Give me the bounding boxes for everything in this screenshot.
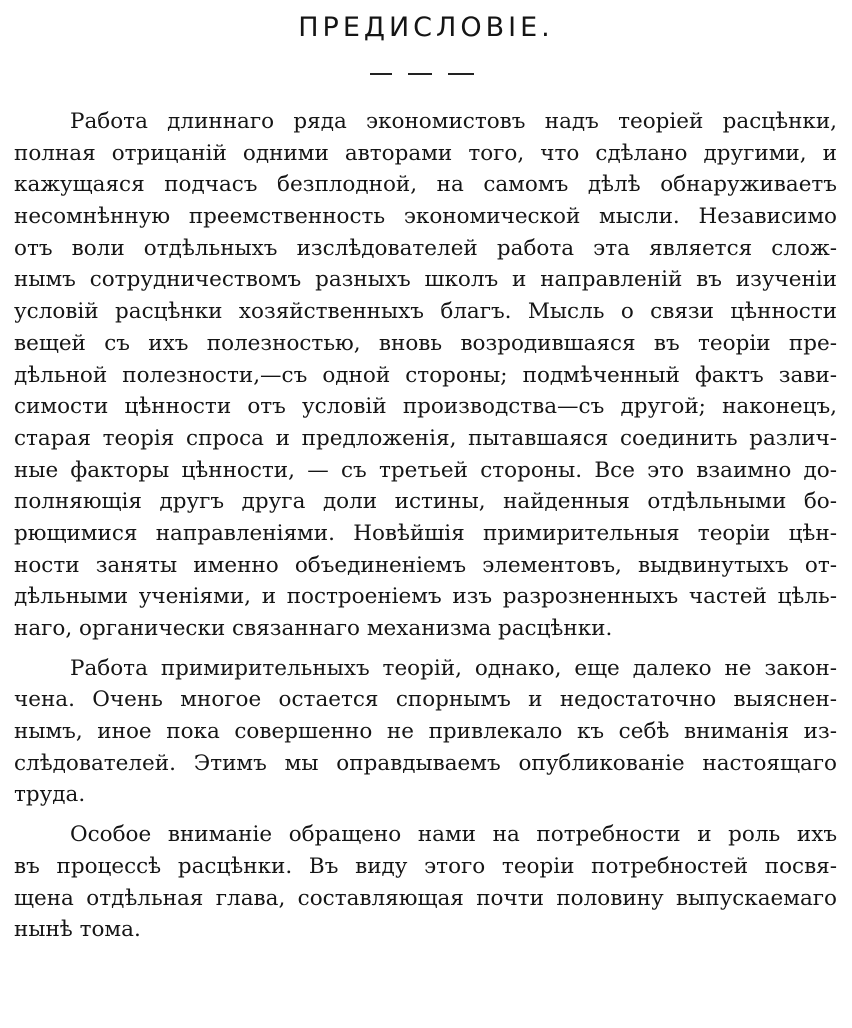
ornament-dash <box>370 73 392 75</box>
text-line: полняющія другъ друга доли истины, найденныя отдѣльными бо- <box>14 489 837 515</box>
text-line: дѣльными ученіями, и построеніемъ изъ разрозненныхъ частей цѣль- <box>14 584 837 610</box>
text-line: нымъ сотрудничествомъ разныхъ школъ и направленій въ изученіи <box>14 267 837 293</box>
ornament-dash <box>448 73 474 75</box>
text-line: Работа длиннаго ряда экономистовъ надъ теоріей расцѣнки, <box>70 109 837 134</box>
text-line: труда. <box>14 782 86 808</box>
text-line: условій расцѣнки хозяйственныхъ благъ. Мысль о связи цѣнности <box>14 299 837 325</box>
paragraph-1 <box>14 106 837 645</box>
page-title: ПРЕДИСЛОВІЕ. <box>298 12 554 43</box>
text-line: отъ воли отдѣльныхъ изслѣдователей работа эта является слож- <box>14 235 837 261</box>
ornament-dash <box>408 73 432 75</box>
text-line: ные факторы цѣнности, — съ третьей стороны. Все это взаимно до- <box>14 457 837 483</box>
text-line: нынѣ тома. <box>14 917 141 943</box>
text-line: старая теорія спроса и предложенія, пытавшаяся соединить различ- <box>14 425 837 451</box>
text-line: несомнѣнную преемственность экономической мысли. Независимо <box>14 204 837 230</box>
text-line: нымъ, иное пока совершенно не привлекало къ себѣ вниманія из- <box>14 719 837 745</box>
text-line: кажущаяся подчасъ безплодной, на самомъ дѣлѣ обнаруживаетъ <box>14 172 837 198</box>
paragraph-2 <box>14 653 837 811</box>
text-line: щена отдѣльная глава, составляющая почти половину выпускаемаго <box>14 885 837 911</box>
preface-text <box>14 106 837 946</box>
text-line: дѣльной полезности,—съ одной стороны; подмѣченный фактъ зави- <box>14 362 837 388</box>
text-line: симости цѣнности отъ условій производства—съ другой; наконецъ, <box>14 394 837 420</box>
text-line: полная отрицаній одними авторами того, что сдѣлано другими, и <box>14 140 837 166</box>
text-line: ности заняты именно объединеніемъ элементовъ, выдвинутыхъ от- <box>14 552 837 578</box>
text-line: въ процессѣ расцѣнки. Въ виду этого теоріи потребностей посвя- <box>14 853 837 879</box>
paragraph-gap <box>14 811 837 819</box>
text-line: Особое вниманіе обращено нами на потребности и роль ихъ <box>70 822 837 848</box>
text-line: наго, органически связаннаго механизма расцѣнки. <box>14 616 613 641</box>
paragraph-gap <box>14 645 837 653</box>
title-ornament <box>370 70 474 78</box>
text-line: рющимися направленіями. Новѣйшія примирительныя теоріи цѣн- <box>14 520 837 546</box>
paragraph-3 <box>14 819 837 946</box>
text-line: вещей съ ихъ полезностью, вновь возродившаяся въ теоріи пре- <box>14 330 837 356</box>
text-line: слѣдователей. Этимъ мы оправдываемъ опубликованіе настоящаго <box>14 750 837 776</box>
text-line: Работа примирительныхъ теорій, однако, еще далеко не закон- <box>70 655 837 681</box>
text-line: чена. Очень многое остается спорнымъ и недостаточно выяснен- <box>14 687 837 713</box>
